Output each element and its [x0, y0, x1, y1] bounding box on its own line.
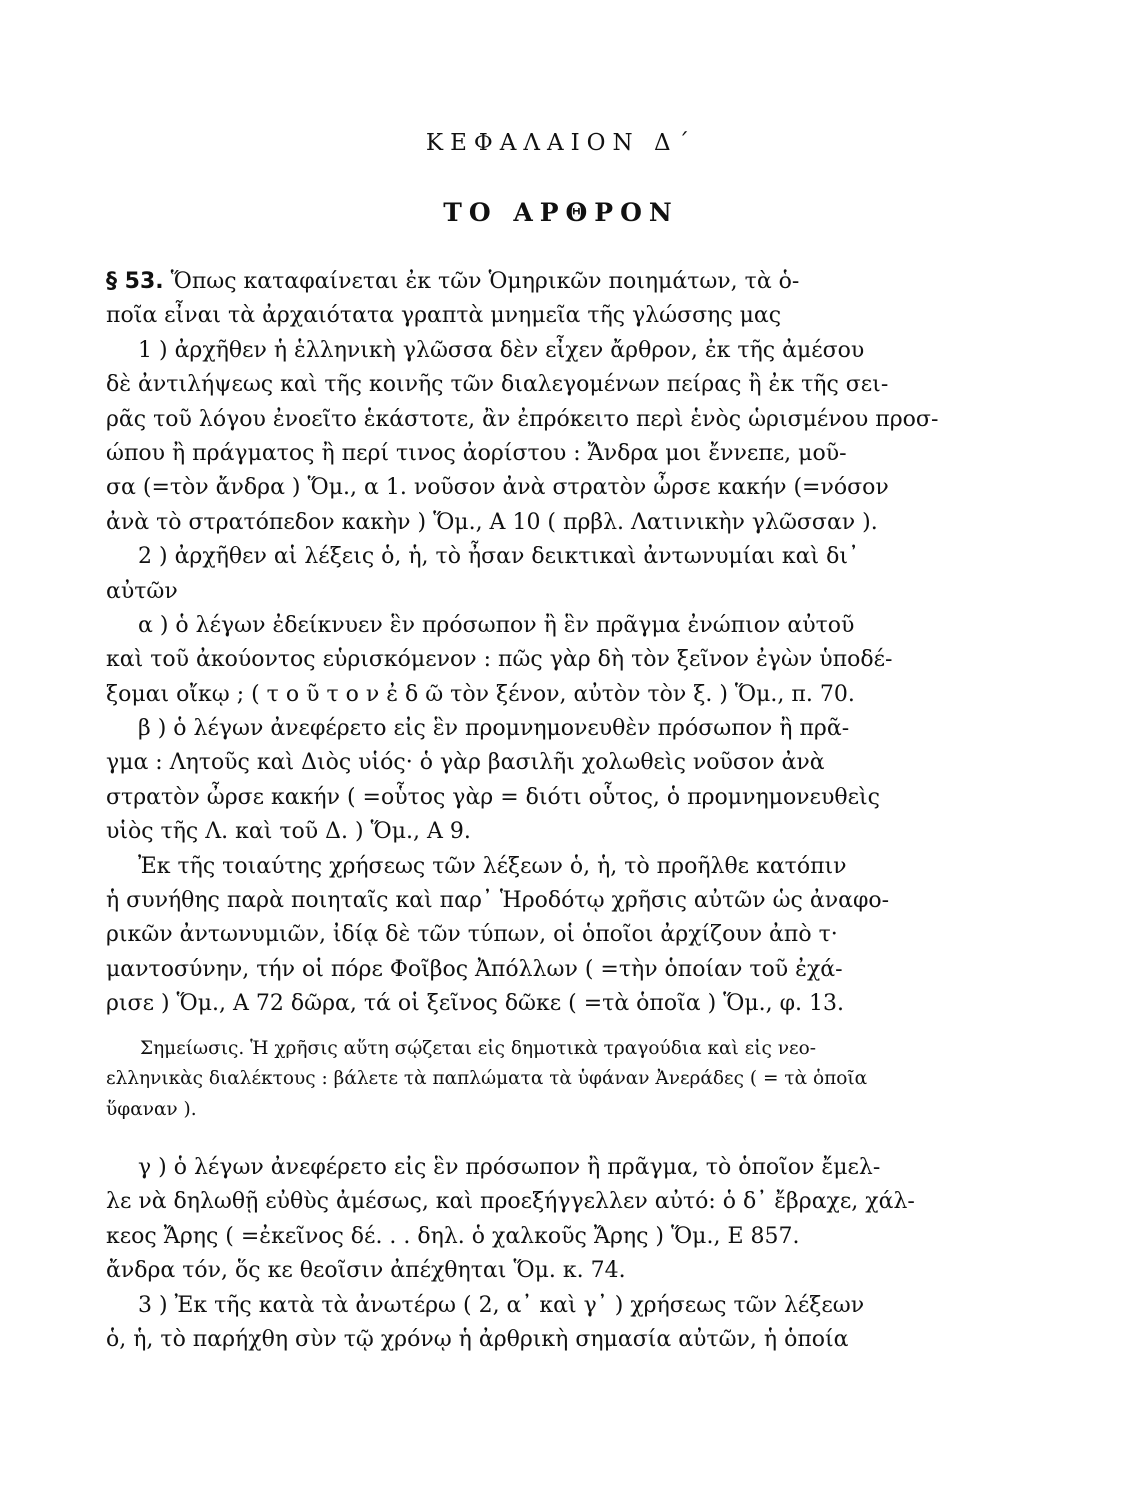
text-line: σα (=τὸν ἄνδρα ) Ὅμ., α 1. νοῦσον ἀνὰ στρατὸν ὦρσε κακήν (=νόσον — [106, 475, 889, 501]
chapter-heading: ΚΕΦΑΛΑΙΟΝ Δ΄ — [425, 130, 697, 156]
text-line: 1 ) ἀρχῆθεν ἡ ἑλληνικὴ γλῶσσα δὲν εἶχεν ἄρθρον, ἐκ τῆς ἀμέσου — [138, 337, 865, 363]
text-fragment: Ὅπως καταφαίνεται ἐκ τῶν Ὁμηρικῶν ποιημάτων, τὰ ὁ- — [170, 269, 800, 294]
text-line: λε νὰ δηλωθῇ εὐθὺς ἀμέσως, καὶ προεξήγγελλεν αὐτό: ὁ δ᾽ ἔβραχε, χάλ- — [106, 1189, 915, 1215]
text-line — [106, 265, 1036, 299]
text-line: υἱὸς τῆς Λ. καὶ τοῦ Δ. ) Ὅμ., Α 9. — [106, 819, 471, 845]
text-line: α ) ὁ λέγων ἐδείκνυεν ἓν πρόσωπον ἢ ἓν πρᾶγμα ἐνώπιον αὐτοῦ — [138, 612, 855, 638]
main-text — [106, 265, 1036, 1357]
text-line: ἡ συνήθης παρὰ ποιηταῖς καὶ παρ᾽ Ἡροδότῳ χρῆσις αὐτῶν ὡς ἀναφο- — [106, 888, 890, 914]
text-line: γμα : Λητοῦς καὶ Διὸς υἱός· ὁ γὰρ βασιλῆι χολωθεὶς νοῦσον ἀνὰ — [106, 750, 825, 776]
text-line: Ἐκ τῆς τοιαύτης χρήσεως τῶν λέξεων ὁ, ἡ, τὸ προῆλθε κατόπιν — [138, 853, 847, 879]
text-line: δὲ ἀντιλήψεως καὶ τῆς κοινῆς τῶν διαλεγομένων πείρας ἢ ἐκ τῆς σει- — [106, 372, 889, 398]
text-line: ξομαι οἴκῳ ; ( τ ο ῦ τ ο ν ἐ δ ῶ τὸν ξένον, αὐτὸν τὸν ξ. ) Ὅμ., π. 70. — [106, 681, 855, 707]
text-line: αὐτῶν — [106, 578, 178, 604]
note-line: ὕφαναν ). — [106, 1098, 197, 1120]
text-line: ὁ, ἡ, τὸ παρήχθη σὺν τῷ χρόνῳ ἡ ἀρθρικὴ σημασία αὐτῶν, ἡ ὁποία — [106, 1327, 849, 1353]
section-mark: § 53. — [106, 269, 164, 294]
text-line: ρικῶν ἀντωνυμιῶν, ἰδίᾳ δὲ τῶν τύπων, οἱ ὁποῖοι ἀρχίζουν ἀπὸ τ· — [106, 922, 838, 948]
spacer — [106, 1022, 1036, 1034]
spacer — [106, 1125, 1036, 1151]
text-line: κεος Ἄρης ( =ἐκεῖνος δέ. . . δηλ. ὁ χαλκοῦς Ἄρης ) Ὅμ., Ε 857. — [106, 1223, 800, 1249]
text-line: ἄνδρα τόν, ὅς κε θεοῖσιν ἀπέχθηται Ὅμ. κ. 74. — [106, 1258, 626, 1284]
note-line: ελληνικὰς διαλέκτους : βάλετε τὰ παπλώματα τὰ ὑφάναν Ἀνεράδες ( = τὰ ὁποῖα — [106, 1068, 868, 1090]
text-line: ρᾶς τοῦ λόγου ἐνοεῖτο ἑκάστοτε, ἂν ἐπρόκειτο περὶ ἑνὸς ὡρισμένου προσ- — [106, 406, 939, 432]
text-line: β ) ὁ λέγων ἀνεφέρετο εἰς ἓν προμνημονευθὲν πρόσωπον ἢ πρᾶ- — [138, 716, 850, 742]
text-line: ἀνὰ τὸ στρατόπεδον κακὴν ) Ὅμ., Α 10 ( πρβλ. Λατινικὴν γλῶσσαν ). — [106, 509, 878, 535]
text-line: καὶ τοῦ ἀκούοντος εὑρισκόμενον : πῶς γὰρ δὴ τὸν ξεῖνον ἐγὼν ὑποδέ- — [106, 647, 893, 673]
text-line: γ ) ὁ λέγων ἀνεφέρετο εἰς ἓν πρόσωπον ἢ πρᾶγμα, τὸ ὁποῖον ἔμελ- — [138, 1155, 881, 1181]
text-line: 3 ) Ἐκ τῆς κατὰ τὰ ἀνωτέρω ( 2, α᾽ καὶ γ᾽ ) χρήσεως τῶν λέξεων — [138, 1292, 865, 1318]
text-line: ώπου ἢ πράγματος ἢ περί τινος ἀορίστου : Ἄνδρα μοι ἔννεπε, μοῦ- — [106, 440, 847, 466]
note-line: Σημείωσις. Ἡ χρῆσις αὕτη σῴζεται εἰς δημοτικὰ τραγούδια καὶ εἰς νεο- — [140, 1037, 816, 1059]
note-block — [106, 1034, 1036, 1126]
page-title: ΤΟ ΑΡΘΡΟΝ — [443, 198, 679, 227]
text-line: 2 ) ἀρχῆθεν αἱ λέξεις ὁ, ἡ, τὸ ἦσαν δεικτικαὶ ἀντωνυμίαι καὶ δι᾽ — [138, 544, 860, 570]
text-line: ρισε ) Ὅμ., Α 72 δῶρα, τά οἱ ξεῖνος δῶκε ( =τὰ ὁποῖα ) Ὅμ., φ. 13. — [106, 991, 845, 1017]
text-line: ποῖα εἶναι τὰ ἀρχαιότατα γραπτὰ μνημεῖα τῆς γλώσσης μας — [106, 303, 782, 329]
text-line: στρατὸν ὦρσε κακήν ( =οὗτος γὰρ = διότι οὗτος, ὁ προμνημονευθεὶς — [106, 784, 880, 810]
text-line: μαντοσύνην, τήν οἱ πόρε Φοῖβος Ἀπόλλων ( =τὴν ὁποίαν τοῦ ἐχά- — [106, 956, 843, 982]
